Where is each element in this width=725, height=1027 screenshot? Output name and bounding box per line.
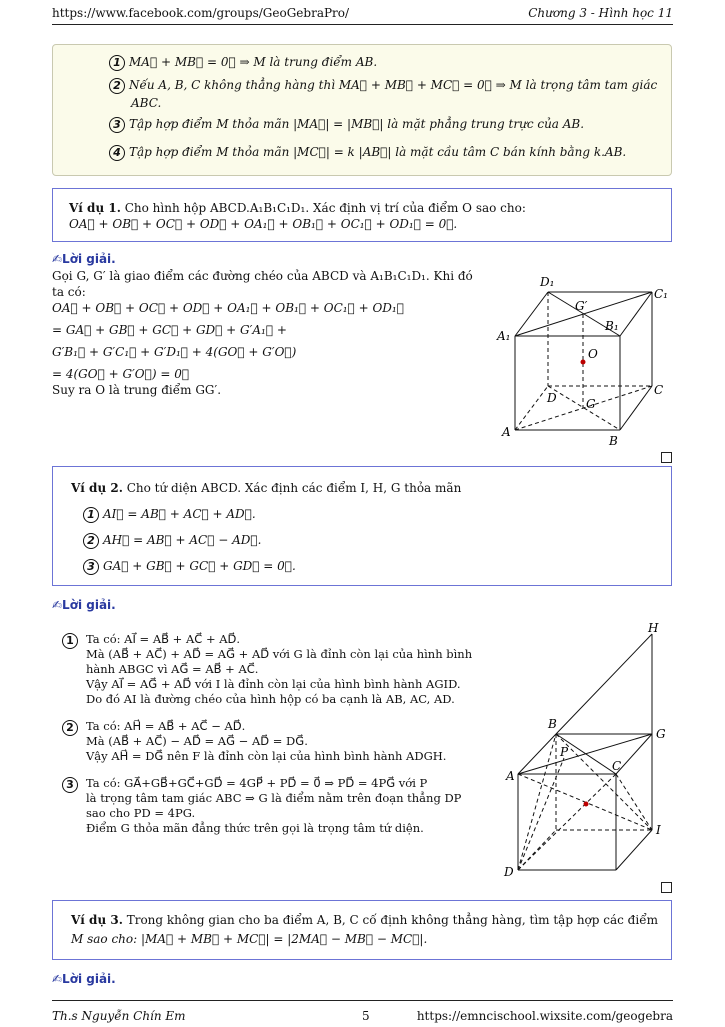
note-item-1: 1 MA⃗ + MB⃗ = 0⃗ ⇒ M là trung điểm AB. xyxy=(109,55,377,71)
footer-author: Th.s Nguyễn Chín Em xyxy=(52,1009,186,1023)
example-1-box xyxy=(52,188,672,242)
example-1-statement: Ví dụ 1. Cho hình hộp ABCD.A₁B₁C₁D₁. Xác định vị trí của điểm O sao cho: xyxy=(69,201,526,215)
label-d: D xyxy=(504,865,514,879)
header-chapter: Chương 3 - Hình học 11 xyxy=(528,6,673,20)
label-c: C xyxy=(612,759,622,773)
header-url[interactable]: https://www.facebook.com/groups/GeoGebraPro/ xyxy=(52,6,350,20)
page-number: 5 xyxy=(362,1009,370,1023)
label-h: H xyxy=(648,621,659,635)
example-1-formula: OA⃗ + OB⃗ + OC⃗ + OD⃗ + OA₁⃗ + OB₁⃗ + OC₁⃗ + OD₁⃗ = 0⃗. xyxy=(69,217,458,231)
solution-2-label: ✍Lời giải. xyxy=(52,598,116,612)
circled-number: 3 xyxy=(62,777,78,793)
qed-mark-2 xyxy=(661,882,672,893)
tetrahedron-box-figure xyxy=(500,618,680,883)
page-footer xyxy=(52,1000,673,1027)
circled-number: 1 xyxy=(109,55,125,71)
label-c1: C₁ xyxy=(654,287,668,301)
label-a: A xyxy=(502,425,511,439)
label-o: O xyxy=(588,347,598,361)
example-2-statement: Ví dụ 2. Cho tứ diện ABCD. Xác định các điểm I, H, G thỏa mãn xyxy=(71,481,462,495)
note-item-3: 3 Tập hợp điểm M thỏa mãn |MA⃗| = |MB⃗| là mặt phẳng trung trực của AB. xyxy=(109,117,584,133)
label-g: G xyxy=(586,397,596,411)
example-2-item-3: 3 GA⃗ + GB⃗ + GC⃗ + GD⃗ = 0⃗. xyxy=(83,559,296,575)
label-i: I xyxy=(656,823,661,837)
label-p: P xyxy=(560,745,569,759)
note-box xyxy=(52,44,672,176)
label-a1: A₁ xyxy=(497,329,511,343)
label-b1: B₁ xyxy=(605,319,619,333)
example-2-item-2: 2 AH⃗ = AB⃗ + AC⃗ − AD⃗. xyxy=(83,533,261,549)
solution-2-item-3: 3 Ta có: GA⃗+GB⃗+GC⃗+GD⃗ = 4GP⃗ + PD⃗ = 0⃗ ⇒ PD⃗ = 4PG⃗ với P là trọng tâm tam giác ABC ⇒ G là điểm nằm trên đoạn thẳng DP sao cho PD = 4PG. Điểm G thỏa mãn đẳng thức trên gọi là trọng tâm tứ diện. xyxy=(62,776,492,836)
solution-2-item-1: 1 Ta có: AI⃗ = AB⃗ + AC⃗ + AD⃗. Mà (AB⃗ + AC⃗) + AD⃗ = AG⃗ + AD⃗ với G là đỉnh còn lại của hình bình hành ABGC vì AG⃗ = AB⃗ + AC⃗. Vậy AI⃗ = AG⃗ + AD⃗ với I là đỉnh còn lại của hình bình hành AGID. Do đó AI là đường chéo của hình hộp có ba cạnh là AB, AC, AD. xyxy=(62,632,492,707)
page-header xyxy=(52,6,673,25)
note-item-2: 2 Nếu A, B, C không thẳng hàng thì MA⃗ + MB⃗ + MC⃗ = 0⃗ ⇒ M là trọng tâm tam giác xyxy=(109,78,657,94)
solution-1-text: Gọi G, G′ là giao điểm các đường chéo của ABCD và A₁B₁C₁D₁. Khi đó ta có: OA⃗ + OB⃗ + OC⃗ + OD⃗ + OA₁⃗ + OB₁⃗ + OC₁⃗ + OD₁⃗ = GA⃗ + GB⃗ + GC⃗ + GD⃗ + G′A₁⃗ + G′B₁⃗ + G′C₁⃗ + G′D₁⃗ + 4(GO⃗ + G′O⃗) = 4(GO⃗ + G′O⃗) = 0⃗ Suy ra O là trung điểm GG′. xyxy=(52,269,473,397)
circled-number: 2 xyxy=(109,78,125,94)
circled-number: 3 xyxy=(83,559,99,575)
footer-url[interactable]: https://emncischool.wixsite.com/geogebra xyxy=(416,1009,673,1023)
label-b: B xyxy=(548,717,557,731)
example-3-box xyxy=(52,900,672,960)
note-item-2-cont: ABC. xyxy=(131,96,162,110)
circled-number: 2 xyxy=(62,720,78,736)
solution-2-text xyxy=(62,632,492,836)
circled-number: 1 xyxy=(83,507,99,523)
circled-number: 2 xyxy=(83,533,99,549)
example-3-formula: M sao cho: |MA⃗ + MB⃗ + MC⃗| = |2MA⃗ − MB⃗ − MC⃗|. xyxy=(71,932,428,946)
qed-mark-1 xyxy=(661,452,672,463)
label-g: G xyxy=(656,727,666,741)
note-item-4: 4 Tập hợp điểm M thỏa mãn |MC⃗| = k |AB⃗| là mặt cầu tâm C bán kính bằng k.AB. xyxy=(109,145,626,161)
circled-number: 1 xyxy=(62,633,78,649)
solution-3-label: ✍Lời giải. xyxy=(52,972,116,986)
example-2-item-1: 1 AI⃗ = AB⃗ + AC⃗ + AD⃗. xyxy=(83,507,256,523)
example-3-statement: Ví dụ 3. Trong không gian cho ba điểm A, B, C cố định không thẳng hàng, tìm tập hợp các điểm xyxy=(71,913,658,927)
circled-number: 4 xyxy=(109,145,125,161)
parallelepiped-figure xyxy=(480,270,680,450)
label-c: C xyxy=(654,383,664,397)
example-2-box xyxy=(52,466,672,586)
solution-1-label: ✍Lời giải. xyxy=(52,252,116,266)
label-a: A xyxy=(506,769,515,783)
circled-number: 3 xyxy=(109,117,125,133)
label-d1: D₁ xyxy=(540,275,555,289)
label-g-prime: G′ xyxy=(575,299,588,313)
point-o xyxy=(581,360,586,365)
point-centroid xyxy=(584,802,589,807)
label-b: B xyxy=(609,434,618,448)
solution-2-item-2: 2 Ta có: AH⃗ = AB⃗ + AC⃗ − AD⃗. Mà (AB⃗ + AC⃗) − AD⃗ = AG⃗ − AD⃗ = DG⃗. Vậy AH⃗ = DG⃗ nên F là đỉnh còn lại của hình bình hành ADGH. xyxy=(62,719,492,764)
label-d: D xyxy=(547,391,557,405)
